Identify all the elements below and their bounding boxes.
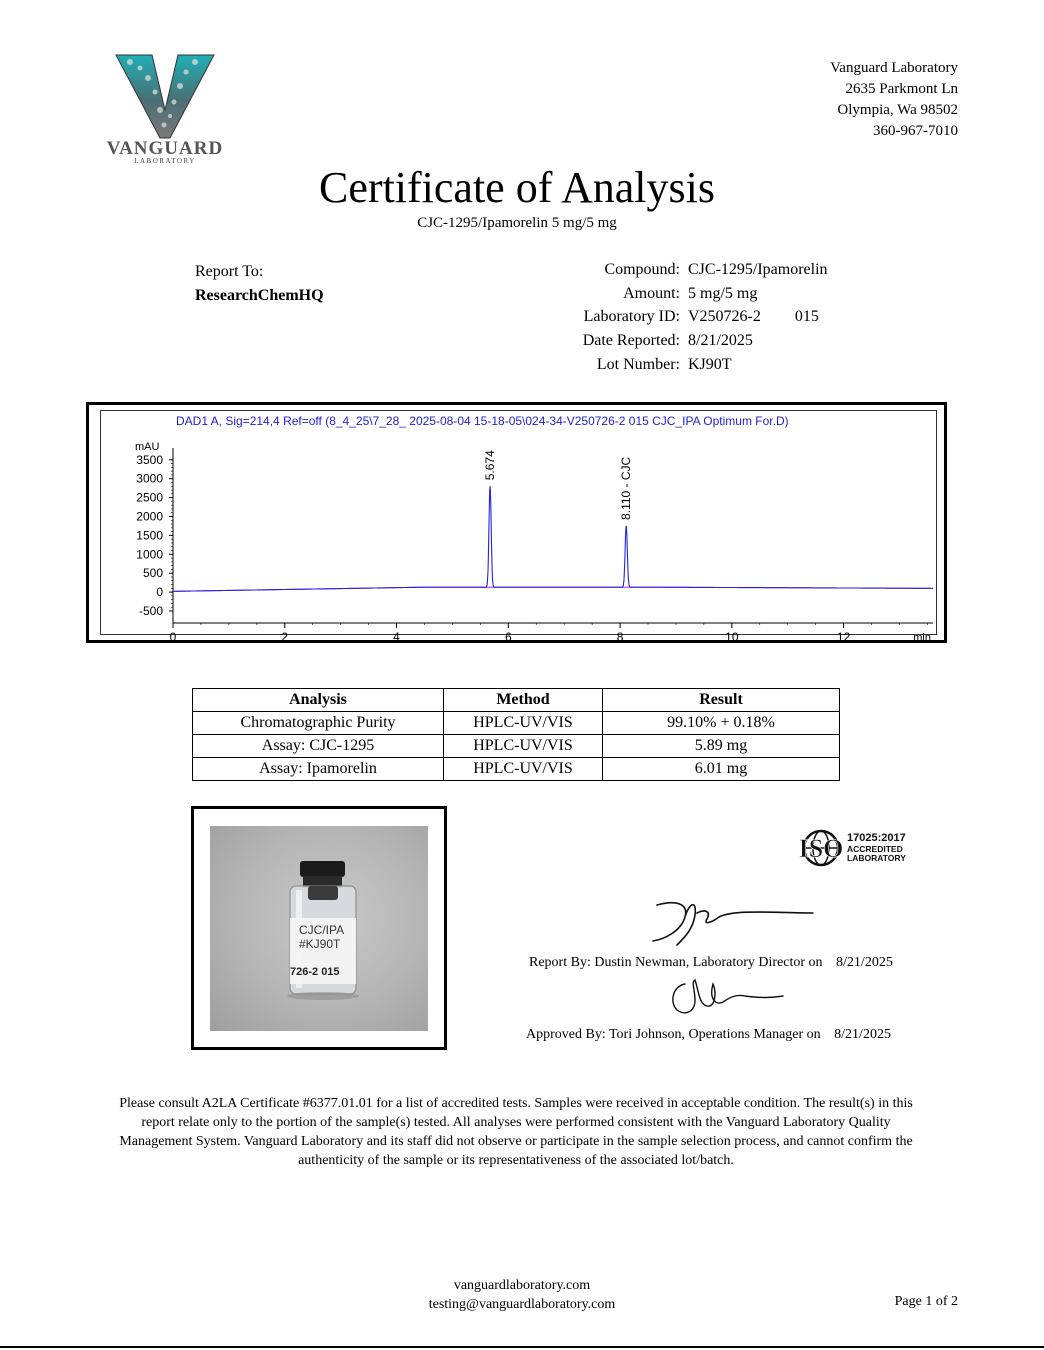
vial-label-line2: #KJ90T <box>299 937 341 951</box>
compound-value: CJC-1295/Ipamorelin <box>688 261 828 278</box>
report-by-line <box>529 955 893 971</box>
disclaimer-line: Please consult A2LA Certificate #6377.01.01 for a list of accredited tests. Samples were received in acceptable condition. The result(s) in this <box>119 1096 913 1111</box>
iso-accreditation-badge <box>795 828 920 868</box>
manager-signature <box>665 972 785 1022</box>
x-tick-label: 4 <box>393 630 400 644</box>
approved-by-date: 8/21/2025 <box>834 1027 891 1042</box>
approved-by-line <box>526 1027 891 1043</box>
iso-mark: ISO <box>798 834 844 863</box>
table-row <box>193 712 840 735</box>
document-title: Certificate of Analysis <box>319 163 715 212</box>
y-tick-label: 500 <box>142 566 163 581</box>
lab-id-suffix: 015 <box>794 308 819 326</box>
y-tick-label: 1500 <box>136 528 163 543</box>
y-tick-label: 1000 <box>136 547 163 562</box>
results-table <box>192 688 840 781</box>
report-by-text: Report By: Dustin Newman, Laboratory Director on <box>529 955 823 970</box>
footer-contact <box>0 1276 1044 1314</box>
chromatogram-chart <box>101 411 936 644</box>
footer-email-link[interactable]: testing@vanguardlaboratory.com <box>428 1297 616 1312</box>
document-subtitle: CJC-1295/Ipamorelin 5 mg/5 mg <box>417 215 617 231</box>
iso-line1: ACCREDITED <box>847 844 903 854</box>
x-tick-label: 6 <box>504 630 512 644</box>
client-name: ResearchChemHQ <box>195 287 324 304</box>
vial-label-line3: 726-2 015 <box>290 966 340 978</box>
disclaimer-line: authenticity of the sample or its representativeness of the associated lot/batch. <box>298 1153 734 1168</box>
report-to-label: Report To: <box>195 263 264 280</box>
report-to <box>195 260 324 308</box>
analysis-cell: Assay: CJC-1295 <box>193 735 444 758</box>
x-tick-label: 12 <box>836 630 851 644</box>
vial-image <box>210 826 428 1031</box>
header-result: Result <box>603 689 840 712</box>
lab-phone: 360-967-7010 <box>873 123 958 139</box>
peak-label: 8.110 - CJC <box>619 456 634 520</box>
lot-row <box>480 353 828 377</box>
lot-value: KJ90T <box>688 355 732 373</box>
report-by-date: 8/21/2025 <box>836 955 893 970</box>
approved-by-text: Approved By: Tori Johnson, Operations Manager on <box>526 1027 821 1042</box>
logo-sub-text: LABORATORY <box>134 157 196 165</box>
date-label: Date Reported: <box>582 332 680 350</box>
page-number: Page 1 of 2 <box>894 1294 958 1309</box>
iso-standard: 17025:2017 <box>847 832 906 844</box>
y-axis-label: mAU <box>135 441 160 453</box>
table-row <box>193 758 840 781</box>
chromatogram-panel <box>100 410 937 644</box>
header-method: Method <box>444 689 603 712</box>
lab-id-value: V250726-2 <box>688 308 761 326</box>
bottom-rule <box>0 1346 1044 1348</box>
header-analysis: Analysis <box>193 689 444 712</box>
date-row <box>480 329 828 353</box>
lab-city: Olympia, Wa 98502 <box>837 102 958 118</box>
y-tick-label: -500 <box>138 604 163 618</box>
disclaimer-line: report relate only to the portion of the sample(s) tested. All analyses were performed consistent with the Vanguard Laboratory Quality <box>141 1115 891 1130</box>
compound-label: Compound: <box>604 261 680 278</box>
disclaimer-line: Management System. Vanguard Laboratory and its staff did not observe or participate in the sample selection process, and cannot confirm the <box>119 1134 913 1149</box>
x-tick-label: 8 <box>616 630 624 644</box>
amount-value: 5 mg/5 mg <box>688 284 758 302</box>
x-tick-label: 0 <box>169 630 177 644</box>
sample-photo <box>210 826 428 1031</box>
disclaimer <box>96 1094 936 1170</box>
method-cell: HPLC-UV/VIS <box>444 735 603 758</box>
method-cell: HPLC-UV/VIS <box>444 758 603 781</box>
iso-line2: LABORATORY <box>847 853 906 863</box>
chromatogram-frame <box>86 402 947 643</box>
vial-label-line1: CJC/IPA <box>299 923 345 937</box>
table-row <box>193 735 840 758</box>
x-tick-label: 10 <box>725 630 739 644</box>
lot-label: Lot Number: <box>596 355 680 373</box>
lab-address <box>830 58 958 142</box>
results-header-row <box>193 689 840 712</box>
sample-photo-frame <box>191 806 447 1050</box>
lab-name: Vanguard Laboratory <box>830 60 958 76</box>
amount-label: Amount: <box>623 284 680 302</box>
result-cell: 99.10% + 0.18% <box>603 712 840 735</box>
footer-website-link[interactable]: vanguardlaboratory.com <box>453 1278 591 1293</box>
analysis-cell: Chromatographic Purity <box>193 712 444 735</box>
chromatogram-header: DAD1 A, Sig=214,4 Ref=off (8_4_25\7_28_ 2025-08-04 15-18-05\024-34-V250726-2 015 CJC_IPA Optimum For.D) <box>176 414 789 428</box>
signal-trace <box>173 487 933 592</box>
sample-info <box>480 258 828 377</box>
director-signature <box>645 895 815 950</box>
lab-id-row <box>480 305 828 329</box>
x-axis-label: min <box>913 632 931 644</box>
y-tick-label: 3000 <box>136 471 163 486</box>
logo-brand-text: VANGUARD <box>106 138 224 159</box>
compound-row <box>480 258 828 282</box>
lab-id-label: Laboratory ID: <box>583 308 680 326</box>
method-cell: HPLC-UV/VIS <box>444 712 603 735</box>
x-tick-label: 2 <box>281 630 289 644</box>
amount-row <box>480 282 828 306</box>
y-tick-label: 0 <box>156 585 163 600</box>
y-tick-label: 3500 <box>136 452 163 467</box>
date-value: 8/21/2025 <box>688 332 753 350</box>
analysis-cell: Assay: Ipamorelin <box>193 758 444 781</box>
result-cell: 5.89 mg <box>603 735 840 758</box>
result-cell: 6.01 mg <box>603 758 840 781</box>
y-tick-label: 2500 <box>136 490 163 505</box>
vanguard-logo <box>100 50 230 165</box>
y-tick-label: 2000 <box>136 509 163 524</box>
peak-label: 5.674 <box>483 450 498 481</box>
lab-street: 2635 Parkmont Ln <box>845 81 958 97</box>
